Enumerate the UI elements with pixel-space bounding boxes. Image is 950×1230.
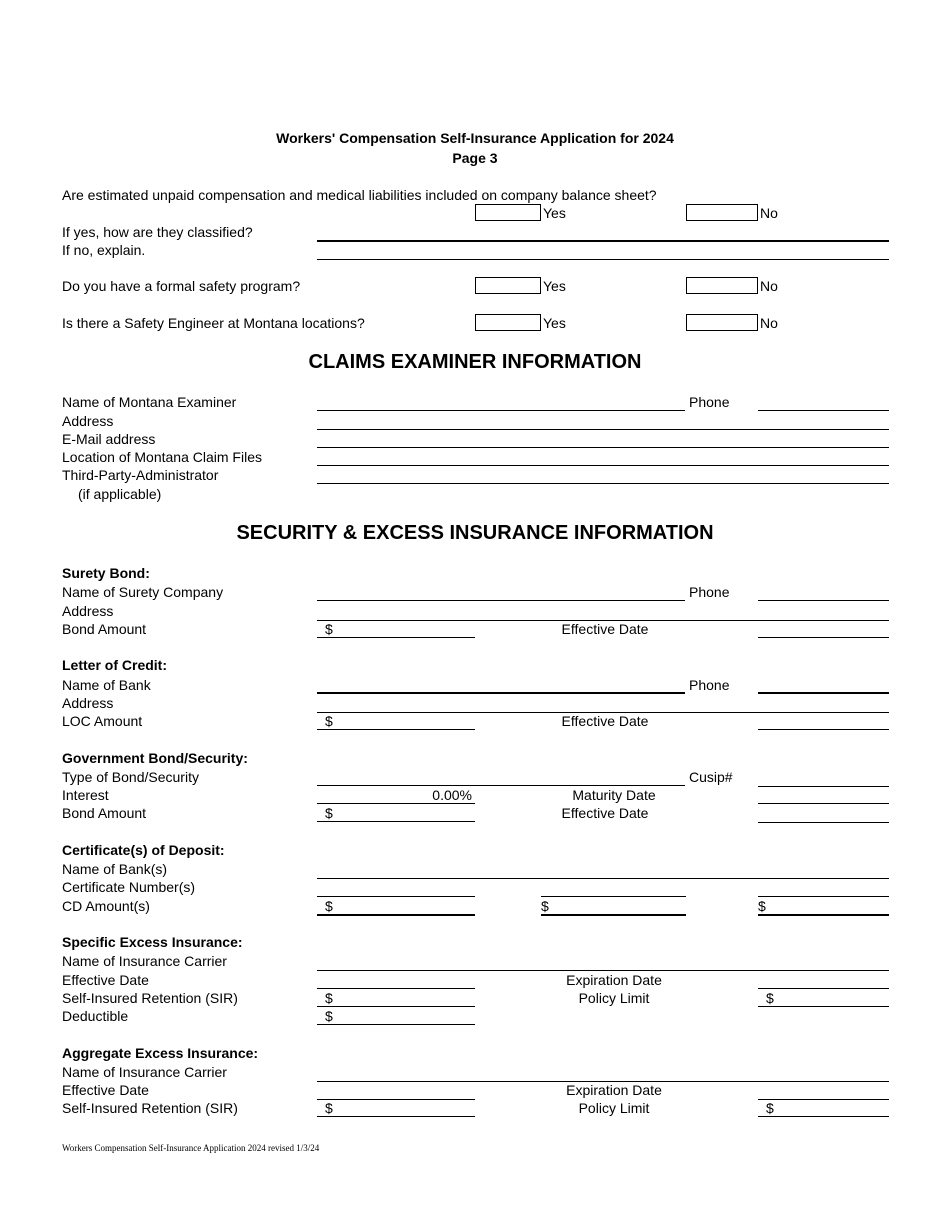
currency-symbol: $ <box>325 898 333 914</box>
specific-limit-label: Policy Limit <box>578 990 650 1006</box>
bond-type-field[interactable] <box>317 785 685 786</box>
form-title: Workers' Compensation Self-Insurance Application for 2024 <box>276 130 674 146</box>
examiner-email-label: E-Mail address <box>62 431 156 447</box>
currency-symbol: $ <box>766 1100 774 1116</box>
currency-symbol: $ <box>766 990 774 1006</box>
yes-label: Yes <box>543 315 566 331</box>
gov-bond-amount-label: Bond Amount <box>62 805 147 821</box>
explanation-field[interactable] <box>317 259 889 260</box>
question-safety-engineer: Is there a Safety Engineer at Montana locations? <box>62 315 365 331</box>
gov-effective-label: Effective Date <box>561 805 649 821</box>
claim-files-location-label: Location of Montana Claim Files <box>62 449 262 465</box>
interest-label: Interest <box>62 787 109 803</box>
tpa-label: Third-Party-Administrator <box>62 467 219 483</box>
loc-bank-label: Name of Bank <box>62 677 151 693</box>
claim-files-location-field[interactable] <box>317 465 889 466</box>
no-label: No <box>760 278 778 294</box>
cd-amount-field-1[interactable] <box>317 898 475 916</box>
page-number: Page 3 <box>452 150 498 166</box>
gov-effective-field[interactable] <box>758 822 889 823</box>
examiner-phone-field[interactable] <box>758 410 889 411</box>
currency-symbol: $ <box>325 990 333 1006</box>
specific-expiration-label: Expiration Date <box>566 972 662 988</box>
cd-amount-field-3[interactable] <box>758 898 889 916</box>
currency-symbol: $ <box>758 898 766 914</box>
currency-symbol: $ <box>325 713 333 729</box>
cd-number-field-1[interactable] <box>317 896 475 897</box>
surety-amount-label: Bond Amount <box>62 621 147 637</box>
maturity-date-field[interactable] <box>758 803 889 804</box>
loc-phone-label: Phone <box>689 677 730 693</box>
claims-examiner-heading: CLAIMS EXAMINER INFORMATION <box>308 351 642 373</box>
balance-sheet-yes-checkbox[interactable] <box>475 204 541 221</box>
loc-amount-field[interactable] <box>317 713 475 730</box>
loc-phone-field[interactable] <box>758 692 889 694</box>
interest-value: 0.00% <box>432 787 472 803</box>
surety-amount-field[interactable] <box>317 621 475 638</box>
loc-effective-field[interactable] <box>758 729 889 730</box>
specific-expiration-field[interactable] <box>758 988 889 989</box>
cd-bank-field[interactable] <box>317 878 889 879</box>
safety-program-no-checkbox[interactable] <box>686 277 758 294</box>
aggregate-limit-field[interactable] <box>758 1100 889 1117</box>
cd-number-field-2[interactable] <box>541 896 686 897</box>
specific-carrier-field[interactable] <box>317 970 889 971</box>
yes-label: Yes <box>543 205 566 221</box>
letter-of-credit-heading: Letter of Credit: <box>62 657 167 673</box>
if-yes-label: If yes, how are they classified? <box>62 224 253 240</box>
specific-sir-label: Self-Insured Retention (SIR) <box>62 990 238 1006</box>
cd-heading: Certificate(s) of Deposit: <box>62 842 225 858</box>
loc-effective-label: Effective Date <box>561 713 649 729</box>
examiner-name-field[interactable] <box>317 410 685 411</box>
safety-engineer-yes-checkbox[interactable] <box>475 314 541 331</box>
surety-company-field[interactable] <box>317 600 685 601</box>
specific-effective-field[interactable] <box>317 988 475 989</box>
government-bond-heading: Government Bond/Security: <box>62 750 248 766</box>
loc-address-label: Address <box>62 695 114 711</box>
cd-number-label: Certificate Number(s) <box>62 879 196 895</box>
surety-phone-field[interactable] <box>758 600 889 601</box>
examiner-address-field[interactable] <box>317 429 889 430</box>
tpa-field[interactable] <box>317 483 889 484</box>
loc-amount-label: LOC Amount <box>62 713 143 729</box>
examiner-phone-label: Phone <box>689 394 730 410</box>
cd-amount-field-2[interactable] <box>541 898 686 916</box>
specific-sir-field[interactable] <box>317 990 475 1007</box>
cd-amount-label: CD Amount(s) <box>62 898 150 914</box>
currency-symbol: $ <box>325 1100 333 1116</box>
surety-bond-heading: Surety Bond: <box>62 565 150 581</box>
question-balance-sheet: Are estimated unpaid compensation and medical liabilities included on company balance sheet? <box>62 187 657 203</box>
cd-bank-label: Name of Bank(s) <box>62 861 168 877</box>
aggregate-expiration-label: Expiration Date <box>566 1082 662 1098</box>
yes-label: Yes <box>543 278 566 294</box>
cd-number-field-3[interactable] <box>758 896 889 897</box>
surety-effective-label: Effective Date <box>561 621 649 637</box>
currency-symbol: $ <box>325 621 333 637</box>
footer-revision-note: Workers Compensation Self-Insurance Application 2024 revised 1/3/24 <box>62 1143 320 1153</box>
specific-effective-label: Effective Date <box>62 972 149 988</box>
examiner-name-label: Name of Montana Examiner <box>62 394 237 410</box>
currency-symbol: $ <box>325 1008 333 1024</box>
cusip-label: Cusip# <box>689 769 733 785</box>
maturity-date-label: Maturity Date <box>572 787 656 803</box>
examiner-address-label: Address <box>62 413 114 429</box>
deductible-label: Deductible <box>62 1008 129 1024</box>
tpa-note: (if applicable) <box>78 486 162 502</box>
no-label: No <box>760 315 778 331</box>
surety-address-label: Address <box>62 603 114 619</box>
classification-field[interactable] <box>317 240 889 242</box>
no-label: No <box>760 205 778 221</box>
currency-symbol: $ <box>325 805 333 821</box>
security-heading: SECURITY & EXCESS INSURANCE INFORMATION <box>236 522 714 544</box>
examiner-email-field[interactable] <box>317 447 889 448</box>
deductible-field[interactable] <box>317 1008 475 1025</box>
aggregate-limit-label: Policy Limit <box>578 1100 650 1116</box>
aggregate-sir-field[interactable] <box>317 1100 475 1117</box>
specific-excess-heading: Specific Excess Insurance: <box>62 934 243 950</box>
specific-carrier-label: Name of Insurance Carrier <box>62 953 227 969</box>
aggregate-effective-label: Effective Date <box>62 1082 149 1098</box>
loc-bank-field[interactable] <box>317 692 685 694</box>
currency-symbol: $ <box>541 898 549 914</box>
specific-limit-field[interactable] <box>758 990 889 1007</box>
bond-type-label: Type of Bond/Security <box>62 769 199 785</box>
interest-field[interactable] <box>317 787 475 804</box>
balance-sheet-no-checkbox[interactable] <box>686 204 758 221</box>
aggregate-carrier-label: Name of Insurance Carrier <box>62 1064 227 1080</box>
safety-engineer-no-checkbox[interactable] <box>686 314 758 331</box>
gov-bond-amount-field[interactable] <box>317 805 475 822</box>
surety-company-label: Name of Surety Company <box>62 584 224 600</box>
safety-program-yes-checkbox[interactable] <box>475 277 541 294</box>
aggregate-sir-label: Self-Insured Retention (SIR) <box>62 1100 238 1116</box>
surety-phone-label: Phone <box>689 584 730 600</box>
if-no-label: If no, explain. <box>62 242 146 258</box>
cusip-field[interactable] <box>758 786 889 787</box>
surety-effective-field[interactable] <box>758 637 889 638</box>
question-safety-program: Do you have a formal safety program? <box>62 278 301 294</box>
aggregate-excess-heading: Aggregate Excess Insurance: <box>62 1045 259 1061</box>
